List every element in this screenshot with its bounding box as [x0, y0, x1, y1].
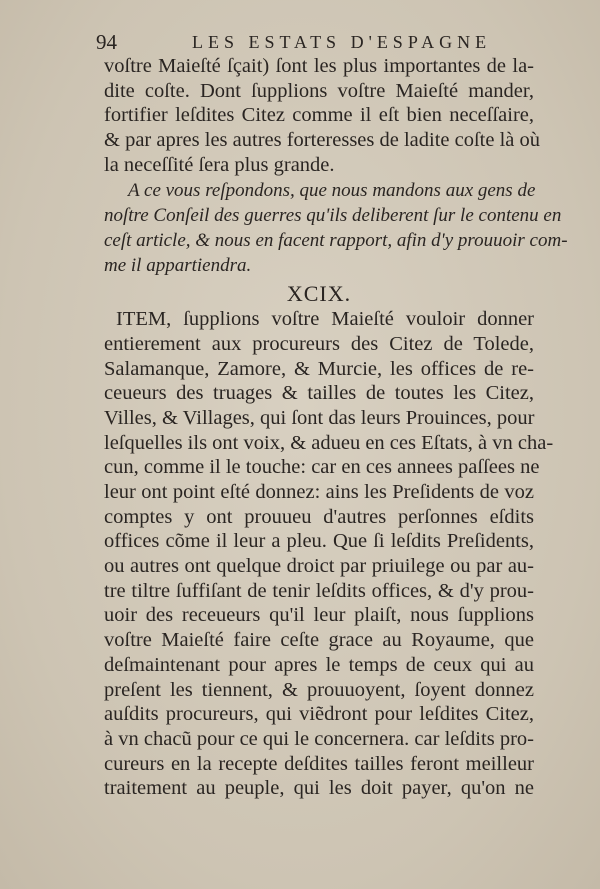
text-line: & par apres les autres forteresses de ladite coſte là où — [104, 129, 541, 152]
text-line: la neceſſité ſera plus grande. — [104, 153, 335, 176]
text-line: dite coſte. Dont ſupplions voſtre Maieſté mander, — [104, 79, 534, 102]
page-header — [96, 30, 536, 54]
text-line: preſent les tiennent, & prouuoyent, ſoyent donnez — [104, 678, 534, 701]
text-line: cun, comme il le touche: car en ces annees paſſees ne — [104, 456, 540, 479]
text-line: traitement au peuple, qui les doit payer, qu'on ne — [104, 777, 534, 800]
page-number: 94 — [96, 30, 117, 54]
text-line: voſtre Maieſté ſçait) ſont les plus importantes de la- — [104, 55, 534, 77]
text-line: auſdits procureurs, qui viẽdront pour leſdites Citez, — [104, 703, 534, 726]
text-line: fortifier leſdites Citez comme il eſt bien neceſſaire, — [104, 104, 534, 127]
text-line: offices cõme il leur a pleu. Que ſi leſdits Preſidents, — [104, 530, 534, 553]
text-line: Salamanque, Zamore, & Murcie, les offices de re- — [104, 357, 534, 380]
text-line: ceueurs des truages & tailles de toutes les Citez, — [104, 382, 534, 405]
text-line: uoir des receueurs qu'il leur plaiſt, nous ſupplions — [104, 604, 534, 627]
text-line: ITEM, ſupplions voſtre Maieſté vouloir donner — [116, 308, 534, 331]
paragraph-continued — [104, 54, 541, 177]
running-head: LES ESTATS D'ESPAGNE — [192, 32, 492, 52]
text-line: Villes, & Villages, qui ſont das leurs Prouinces, pour — [104, 406, 535, 429]
text-line: A ce vous reſpondons, que nous mandons aux gens de — [128, 180, 536, 202]
page-body — [104, 54, 568, 801]
text-line: deſmaintenant pour apres le temps de ceux qui au — [104, 653, 534, 676]
text-line: leſquelles ils ont voix, & adueu en ces Eſtats, à vn cha- — [104, 431, 554, 454]
royal-response — [104, 179, 568, 278]
text-line: leur ont point eſté donnez: ains les Preſidents de voz — [104, 481, 534, 503]
text-line: ceſt article, & nous en facent rapport, afin d'y prouuoir com- — [104, 229, 568, 251]
text-line: noſtre Conſeil des guerres qu'ils deliberent ſur le contenu en — [104, 205, 562, 227]
text-line: entierement aux procureurs des Citez de Tolede, — [104, 332, 534, 355]
text-line: à vn chacũ pour ce qui le concernera. car leſdits pro- — [104, 727, 534, 750]
text-line: me il appartiendra. — [104, 254, 252, 276]
text-line: voſtre Maieſté faire ceſte grace au Royaume, que — [104, 629, 534, 652]
section-number: XCIX. — [286, 281, 352, 307]
text-line: tre tiltre ſuffiſant de tenir leſdits offices, & d'y prou- — [104, 579, 534, 602]
text-line: comptes y ont prouueu d'autres perſonnes eſdits — [104, 505, 534, 528]
text-line: ou autres ont quelque droict par priuilege ou par au- — [104, 555, 534, 578]
text-line: cureurs en la recepte deſdites tailles feront meilleur — [104, 752, 534, 775]
article-paragraph — [104, 307, 554, 801]
